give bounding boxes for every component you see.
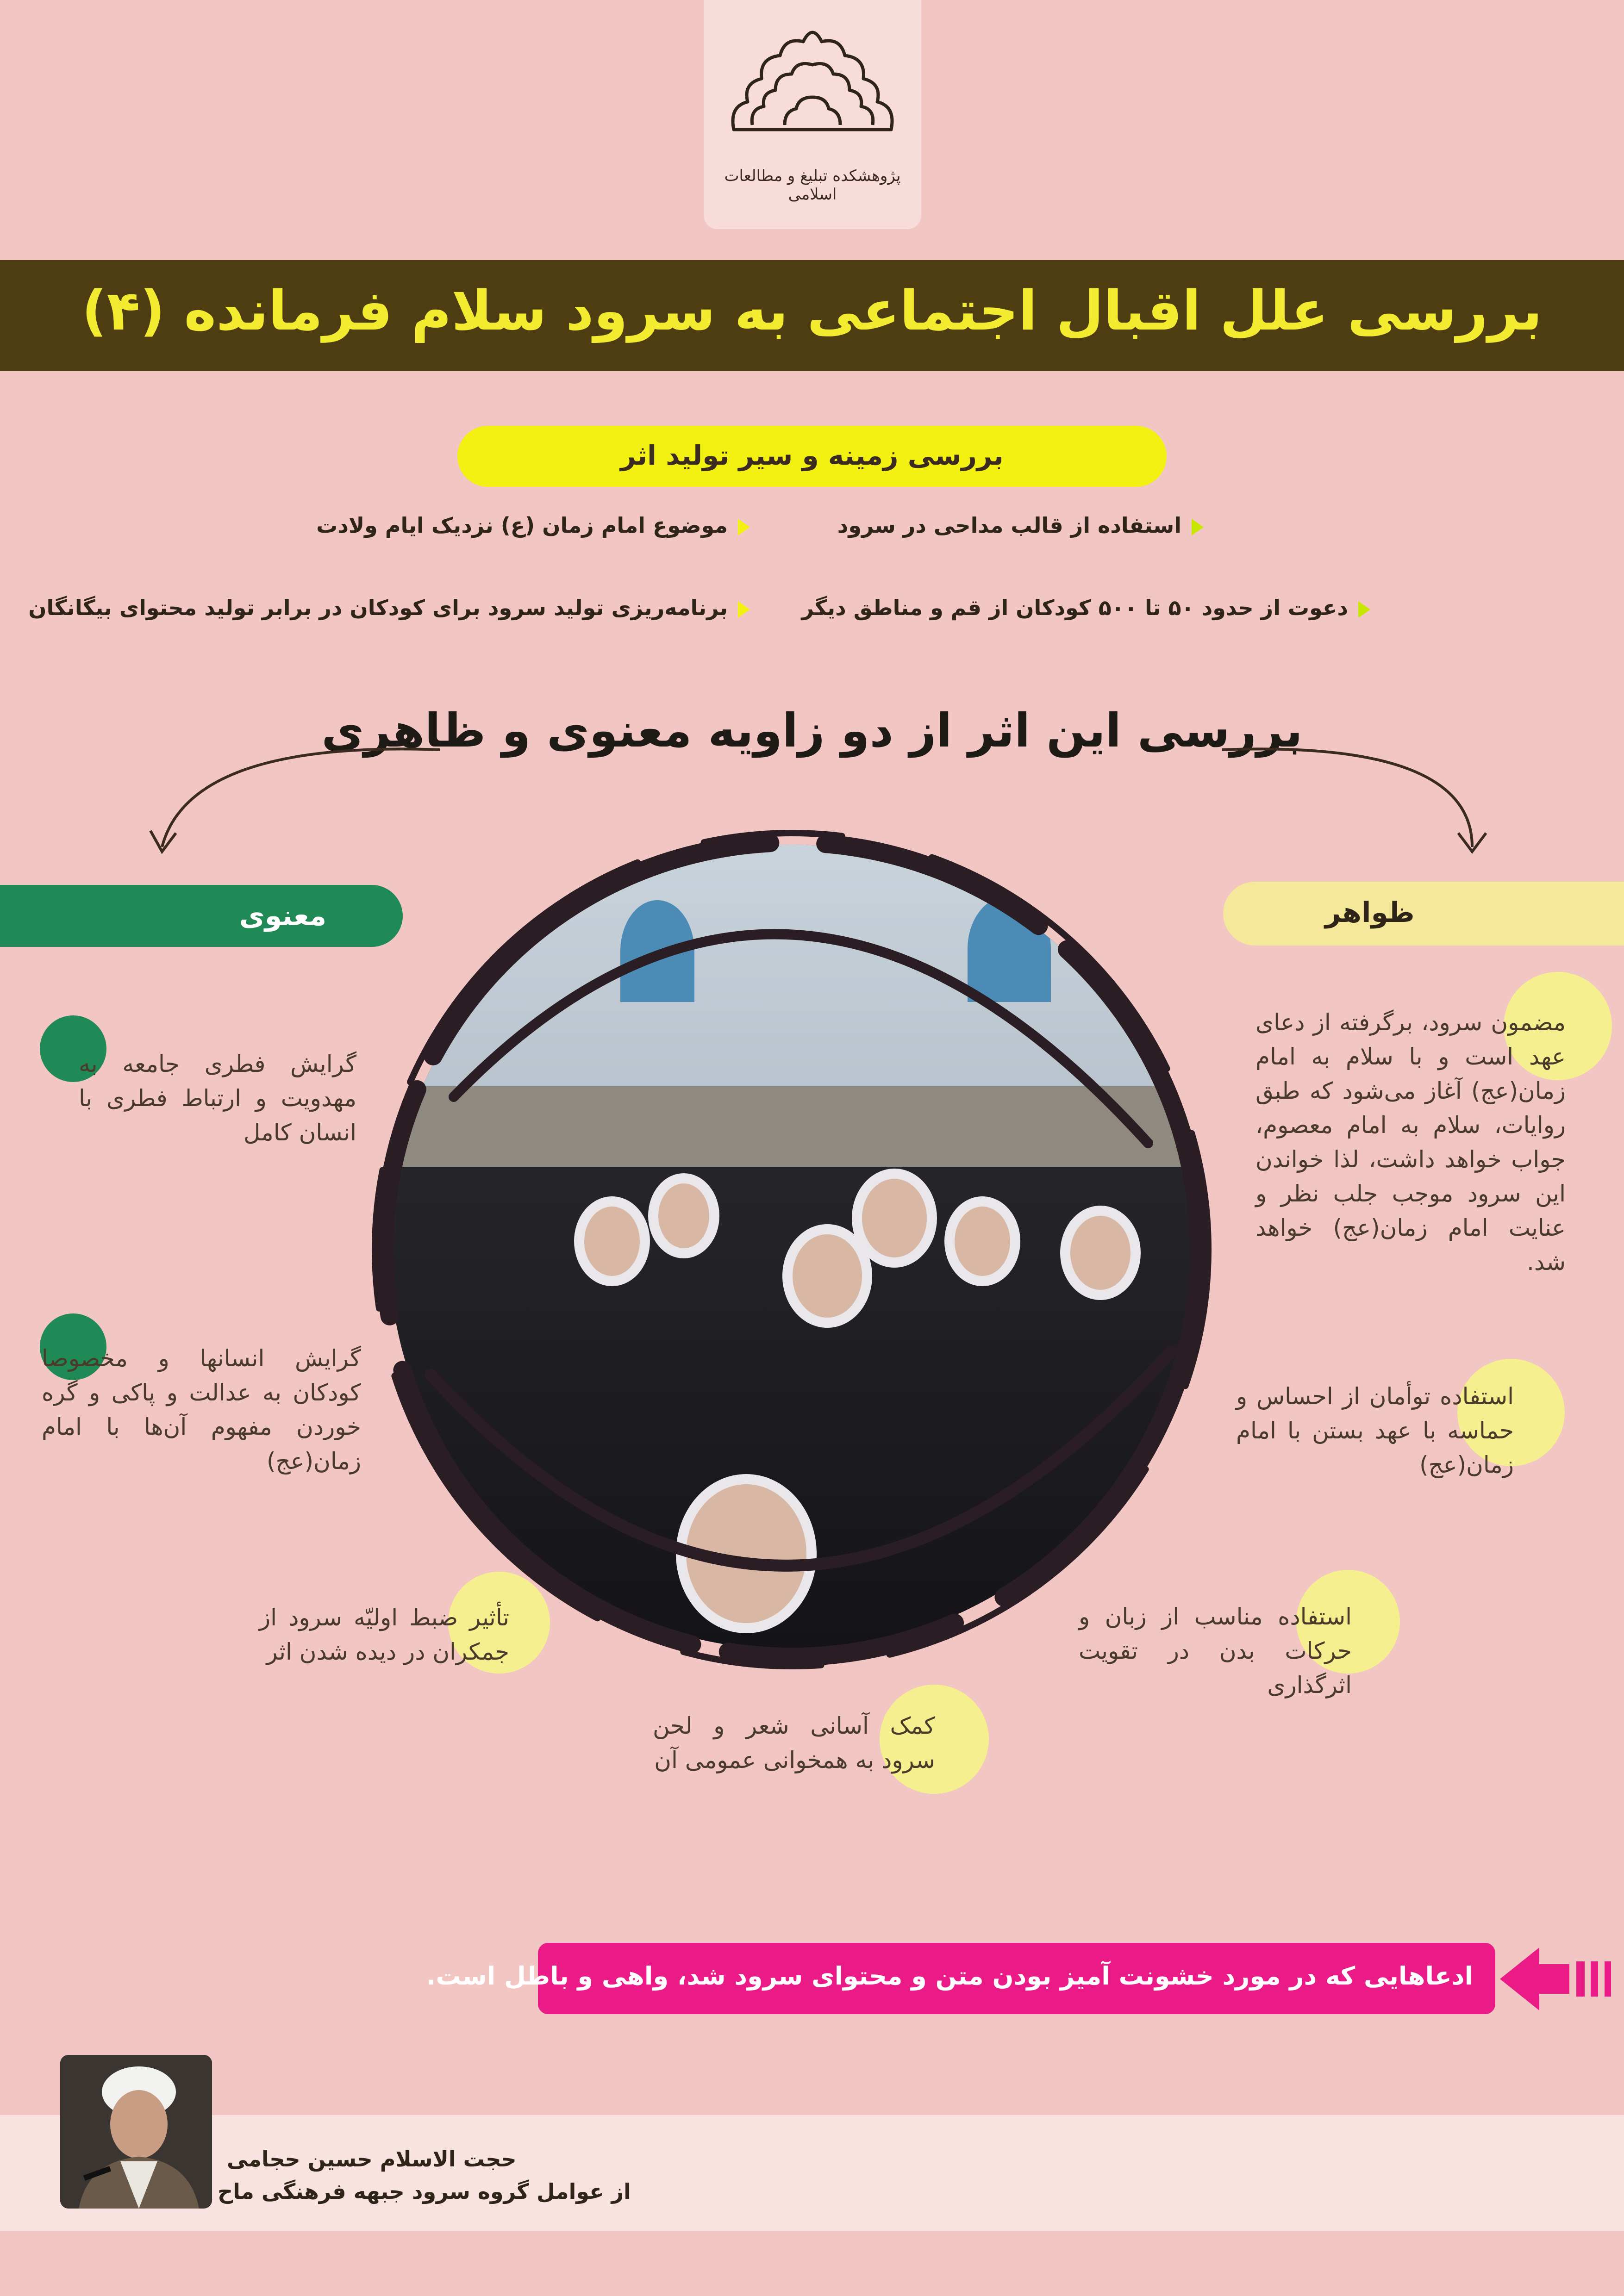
bullet-triangle-icon [738, 519, 750, 535]
speaker-portrait [60, 2055, 212, 2209]
manavi-label: معنوی [0, 885, 403, 947]
brush-ring-icon [361, 819, 1222, 1680]
speaker-avatar-icon [60, 2055, 212, 2209]
zavaher-item-2: استفاده توأمان از احساس و حماسه با عهد بستن با امام زمان(عج) [1236, 1383, 1514, 1478]
origin-bullet-1: استفاده از قالب مداحی در سرود [837, 513, 1204, 538]
left-arrow-icon [1495, 1942, 1620, 2016]
conclusion-text: ادعاهایی که در مورد خشونت آمیز بودن متن و محتوای سرود شد، واهی و باطل است. [426, 1961, 1473, 1991]
bullet-triangle-icon [1192, 519, 1204, 535]
manavi-item-3: تأثیر ضبط اولیّه سرود از جمکران در دیده شدن اثر [259, 1604, 509, 1665]
center-item: کمک آسانی شعر و لحن سرود به همخوانی عمومی آن [653, 1712, 935, 1773]
angles-heading: بررسی این اثر از دو زاویه معنوی و ظاهری [321, 703, 1303, 758]
zavaher-label: ظواهر [1223, 882, 1624, 946]
speaker-role: از عوامل گروه سرود جبهه فرهنگی ماح [218, 2179, 631, 2204]
bullet-triangle-icon [1358, 601, 1370, 618]
origin-bullet-4: برنامه‌ریزی تولید سرود برای کودکان در برابر تولید محتوای بیگانگان [28, 595, 750, 620]
zavaher-item-1: مضمون سرود، برگرفته از دعای عهد است و با سلام به امام زمان(عج) آغاز می‌شود که طبق روایات، سلام به امام معصوم، جواب خواهد داشت، لذا خواندن این سرود موجب جلب نظر و عنایت امام زمان(عج) خواهد شد. [1255, 1009, 1566, 1276]
curved-arrow-right-icon [1213, 722, 1509, 861]
zavaher-item-3: استفاده مناسب از زبان و حرکات بدن در تقویت اثرگذاری [1079, 1603, 1352, 1699]
conclusion-bar [426, 1943, 1495, 2014]
origin-heading-text: بررسی زمینه و سیر تولید اثر [620, 440, 1004, 471]
footer-band [0, 2115, 1624, 2231]
logo-card [704, 0, 921, 229]
title-band [0, 260, 1624, 371]
logo-caption: پژوهشکده تبلیغ و مطالعات اسلامی [724, 167, 901, 204]
institute-logo-icon [715, 14, 910, 167]
origin-section-heading [457, 426, 1167, 487]
speaker-name: حجت الاسلام حسین حجامی [227, 2147, 517, 2172]
manavi-item-2: گرایش انسانها و مخصوصا کودکان به عدالت و پاکی و گره خوردن مفهوم آن‌ها با امام زمان(عج) [42, 1345, 361, 1475]
bullet-triangle-icon [738, 601, 750, 618]
manavi-item-1: گرایش فطری جامعه به مهدویت و ارتباط فطری با انسان کامل [79, 1051, 356, 1146]
origin-bullet-2: موضوع امام زمان (ع) نزدیک ایام ولادت [316, 513, 750, 538]
page-title: بررسی علل اقبال اجتماعی به سرود سلام فرمانده (۴) [81, 279, 1543, 342]
origin-bullet-3: دعوت از حدود ۵۰ تا ۵۰۰ کودکان از قم و مناطق دیگر [802, 595, 1370, 620]
